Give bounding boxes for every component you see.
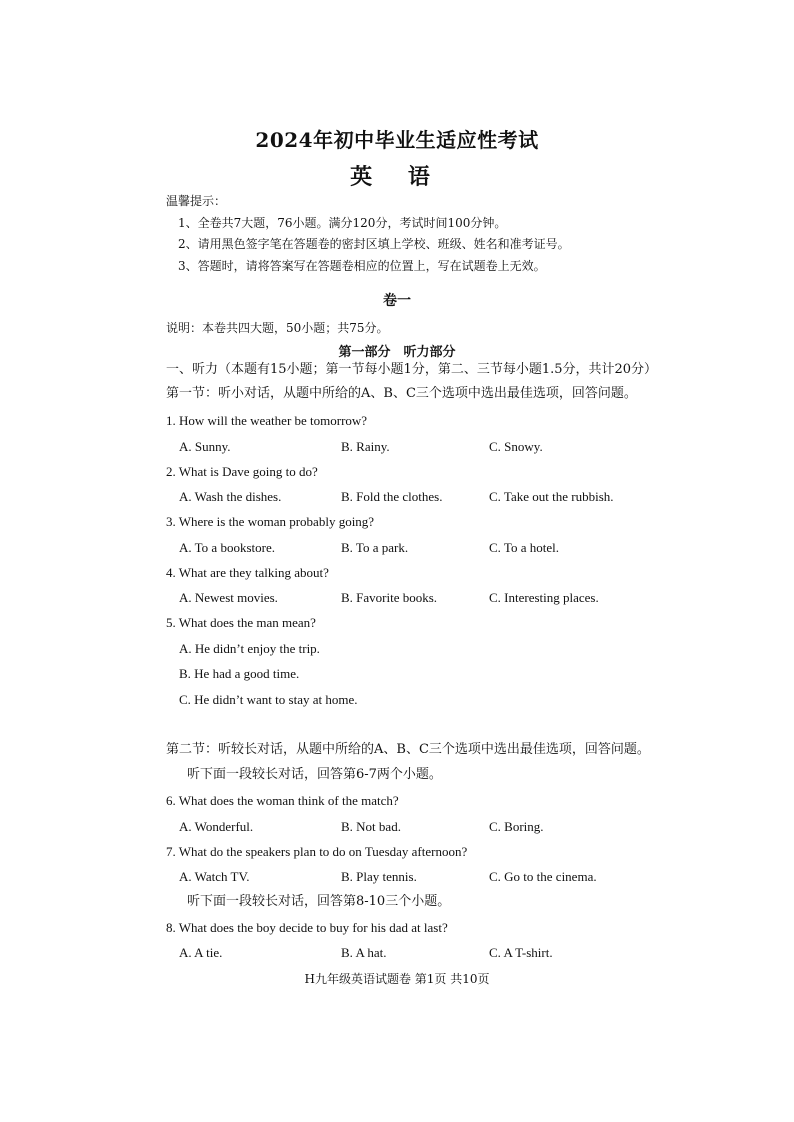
q1-option-b: B. Rainy. <box>341 439 390 454</box>
q2-option-b: B. Fold the clothes. <box>341 489 443 504</box>
q5-option-b: B. He had a good time. <box>179 666 300 681</box>
question-4: 4. What are they talking about? <box>166 565 329 580</box>
exam-title: 2024年初中毕业生适应性考试 <box>255 128 539 152</box>
q7-option-b: B. Play tennis. <box>341 869 417 884</box>
q3-option-a: A. To a bookstore. <box>179 540 275 555</box>
q8-option-c: C. A T-shirt. <box>489 945 553 960</box>
q6-option-a: A. Wonderful. <box>179 819 254 834</box>
question-2: 2. What is Dave going to do? <box>166 464 318 479</box>
q4-option-b: B. Favorite books. <box>341 590 438 605</box>
tip-item-3: 3、答题时，请将答案写在答题卷相应的位置上，写在试题卷上无效。 <box>178 259 546 273</box>
q7-option-a: A. Watch TV. <box>179 869 250 884</box>
q4-option-a: A. Newest movies. <box>179 590 278 605</box>
q6-option-c: C. Boring. <box>489 819 544 834</box>
question-7: 7. What do the speakers plan to do on Tuesday afternoon? <box>166 844 468 859</box>
tips-heading: 温馨提示： <box>166 194 227 208</box>
q3-option-c: C. To a hotel. <box>489 540 559 555</box>
q1-option-a: A. Sunny. <box>179 439 231 454</box>
page-footer: H九年级英语试题卷 第1页 共10页 <box>304 972 490 986</box>
q1-option-c: C. Snowy. <box>489 439 543 454</box>
question-8: 8. What does the boy decide to buy for his dad at last? <box>166 920 448 935</box>
question-1: 1. How will the weather be tomorrow? <box>166 413 368 428</box>
question-3: 3. Where is the woman probably going? <box>166 514 375 529</box>
question-6: 6. What does the woman think of the match? <box>166 793 399 808</box>
volume-label: 卷一 <box>383 293 411 309</box>
q5-option-c: C. He didn’t want to stay at home. <box>179 692 358 707</box>
question-5: 5. What does the man mean? <box>166 615 316 630</box>
q6-option-b: B. Not bad. <box>341 819 401 834</box>
section1-intro: 第一节：听小对话，从题中所给的A、B、C三个选项中选出最佳选项，回答问题。 <box>166 386 637 401</box>
q4-option-c: C. Interesting places. <box>489 590 599 605</box>
instruction-8-10: 听下面一段较长对话，回答第8-10三个小题。 <box>187 894 451 909</box>
part1-title: 第一部分 听力部分 <box>338 345 456 360</box>
instruction-6-7: 听下面一段较长对话，回答第6-7两个小题。 <box>187 767 442 782</box>
q2-option-a: A. Wash the dishes. <box>179 489 282 504</box>
subject-title: 英 语 <box>350 164 444 190</box>
q7-option-c: C. Go to the cinema. <box>489 869 597 884</box>
tip-item-1: 1、全卷共7大题，76小题。满分120分，考试时间100分钟。 <box>178 216 507 230</box>
volume-note: 说明：本卷共四大题，50小题；共75分。 <box>166 321 389 335</box>
q8-option-b: B. A hat. <box>341 945 387 960</box>
section2-intro: 第二节：听较长对话，从题中所给的A、B、C三个选项中选出最佳选项，回答问题。 <box>166 742 650 757</box>
q5-option-a: A. He didn’t enjoy the trip. <box>179 641 320 656</box>
tip-item-2: 2、请用黑色签字笔在答题卷的密封区填上学校、班级、姓名和准考证号。 <box>178 237 570 251</box>
part1-heading: 一、听力（本题有15小题；第一节每小题1分，第二、三节每小题1.5分，共计20分） <box>166 362 658 377</box>
q2-option-c: C. Take out the rubbish. <box>489 489 614 504</box>
q8-option-a: A. A tie. <box>179 945 223 960</box>
q3-option-b: B. To a park. <box>341 540 409 555</box>
